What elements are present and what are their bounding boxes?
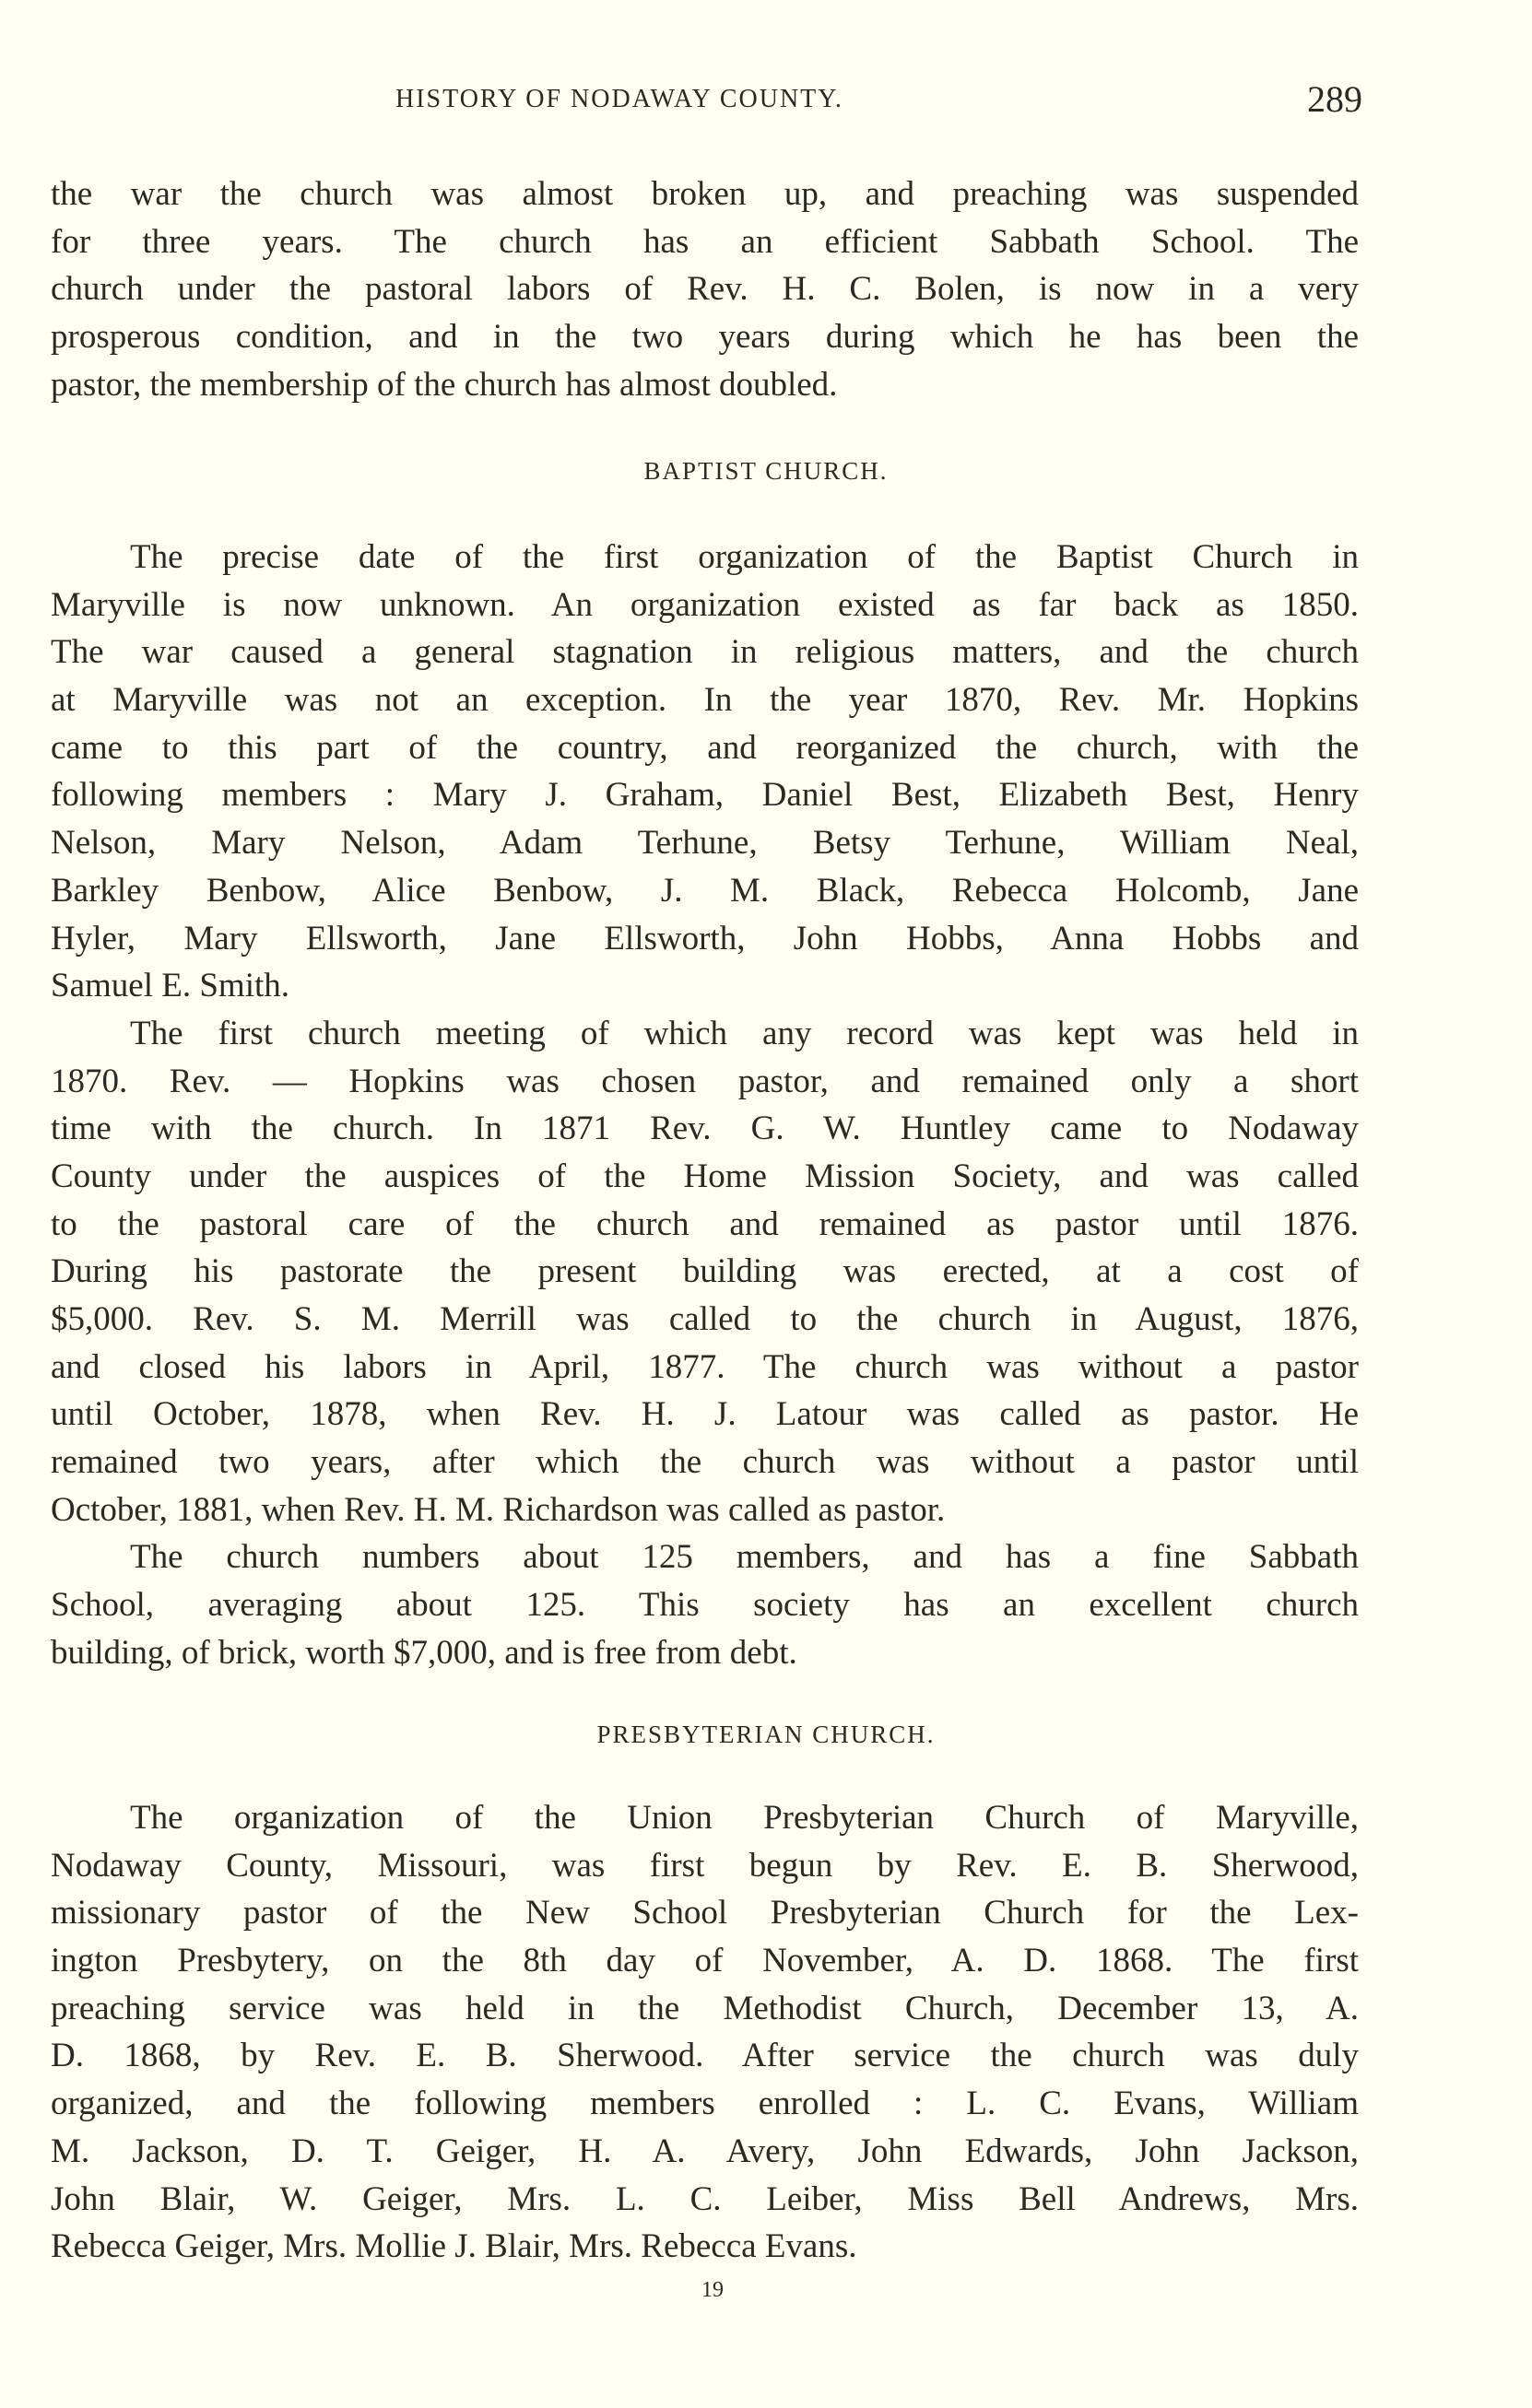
text-line: John Blair, W. Geiger, Mrs. L. C. Leiber, Miss Bell Andrews, Mrs. [51, 2179, 1359, 2218]
running-head: HISTORY OF NODAWAY COUNTY. [395, 85, 843, 113]
text-line: time with the church. In 1871 Rev. G. W. Huntley came to Nodaway [51, 1110, 1359, 1148]
text-line: prosperous condition, and in the two years during which he has been the [51, 318, 1359, 357]
text-line: missionary pastor of the New School Presbyterian Church for the Lex- [51, 1894, 1359, 1932]
text-line: Samuel E. Smith. [51, 967, 289, 1005]
text-line: M. Jackson, D. T. Geiger, H. A. Avery, John Edwards, John Jackson, [51, 2132, 1359, 2170]
text-line: Maryville is now unknown. An organization existed as far back as 1850. [51, 585, 1359, 624]
text-line: building, of brick, worth $7,000, and is free from debt. [51, 1633, 797, 1672]
signature-mark: 19 [701, 2278, 724, 2302]
text-line: pastor, the membership of the church has almost doubled. [51, 365, 838, 404]
text-line: D. 1868, by Rev. E. B. Sherwood. After service the church was duly [51, 2037, 1359, 2075]
intro-paragraph [51, 170, 1359, 408]
baptist-heading: BAPTIST CHURCH. [643, 457, 889, 485]
text-line: came to this part of the country, and reorganized the church, with the [51, 728, 1359, 767]
text-line: County under the auspices of the Home Mission Society, and was called [51, 1157, 1359, 1195]
text-line: Barkley Benbow, Alice Benbow, J. M. Black, Rebecca Holcomb, Jane [51, 871, 1359, 910]
text-line: preaching service was held in the Methodist Church, December 13, A. [51, 1989, 1359, 2027]
text-line: organized, and the following members enrolled : L. C. Evans, William [51, 2085, 1359, 2123]
text-line: at Maryville was not an exception. In the year 1870, Rev. Mr. Hopkins [51, 681, 1359, 720]
text-line: ington Presbytery, on the 8th day of November, A. D. 1868. The first [51, 1942, 1359, 1980]
text-line: Nelson, Mary Nelson, Adam Terhune, Betsy Terhune, William Neal, [51, 824, 1359, 863]
text-line: During his pastorate the present building was erected, at a cost of [51, 1252, 1359, 1291]
baptist-section [51, 534, 1359, 1677]
text-line: until October, 1878, when Rev. H. J. Latour was called as pastor. He [51, 1395, 1359, 1434]
text-line: The first church meeting of which any record was kept was held in [130, 1014, 1359, 1052]
text-line: Nodaway County, Missouri, was first begun by Rev. E. B. Sherwood, [51, 1846, 1359, 1885]
text-line: The organization of the Union Presbyterian Church of Maryville, [130, 1799, 1359, 1837]
text-line: The war caused a general stagnation in religious matters, and the church [51, 633, 1359, 672]
text-line: October, 1881, when Rev. H. M. Richardson was called as pastor. [51, 1490, 946, 1529]
text-line: to the pastoral care of the church and remained as pastor until 1876. [51, 1204, 1359, 1243]
text-line: 1870. Rev. — Hopkins was chosen pastor, and remained only a short [51, 1062, 1359, 1100]
presbyterian-section [51, 1794, 1359, 2271]
text-line: remained two years, after which the church was without a pastor until [51, 1443, 1359, 1482]
text-line: $5,000. Rev. S. M. Merrill was called to the church in August, 1876, [51, 1300, 1359, 1338]
text-line: and closed his labors in April, 1877. The church was without a pastor [51, 1347, 1359, 1386]
text-line: church under the pastoral labors of Rev. H. C. Bolen, is now in a very [51, 270, 1359, 309]
text-line: The precise date of the first organization of the Baptist Church in [130, 538, 1359, 576]
text-line: Hyler, Mary Ellsworth, Jane Ellsworth, John Hobbs, Anna Hobbs and [51, 919, 1359, 957]
text-line: School, averaging about 125. This society has an excellent church [51, 1586, 1359, 1625]
text-line: the war the church was almost broken up, and preaching was suspended [51, 175, 1359, 213]
page-number: 289 [1307, 78, 1362, 120]
text-line: for three years. The church has an efficient Sabbath School. The [51, 222, 1359, 261]
text-line: Rebecca Geiger, Mrs. Mollie J. Blair, Mrs. Rebecca Evans. [51, 2227, 857, 2266]
text-line: The church numbers about 125 members, and has a fine Sabbath [130, 1538, 1359, 1577]
text-line: following members : Mary J. Graham, Daniel Best, Elizabeth Best, Henry [51, 776, 1359, 815]
presbyterian-heading: PRESBYTERIAN CHURCH. [596, 1721, 936, 1748]
